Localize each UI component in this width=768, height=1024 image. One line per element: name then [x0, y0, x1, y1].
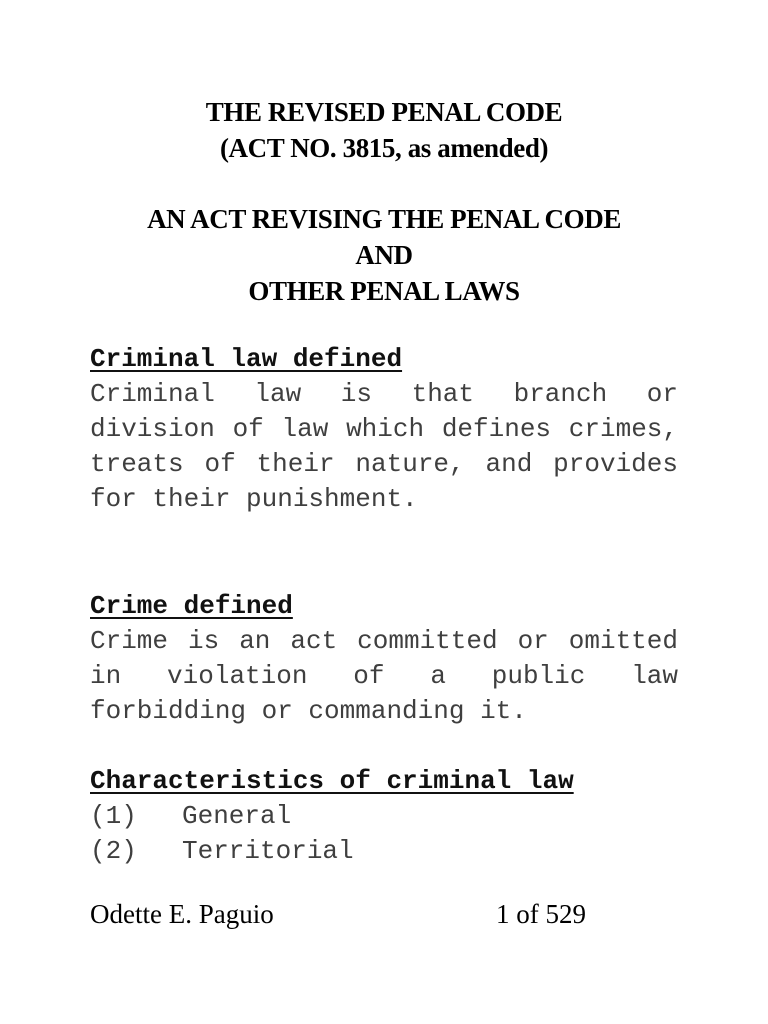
section-crime-defined: [90, 589, 678, 729]
list-item-number: (2): [90, 836, 137, 866]
list-item-number: (1): [90, 801, 137, 831]
section-body: Criminal law is that branch or division of law which defines crimes, treats of their nature, and provides for their punishment.: [90, 379, 678, 514]
title-subline: (ACT NO. 3815, as amended): [219, 133, 549, 163]
section-body: Crime is an act committed or omitted in violation of a public law forbidding or commanding it.: [90, 626, 678, 726]
list-item-text: Territorial: [182, 836, 354, 866]
section-heading: Characteristics of criminal law: [90, 766, 574, 796]
section-heading: Criminal law defined: [90, 344, 403, 374]
list-item: [90, 834, 678, 869]
list-item-text: General: [182, 801, 292, 831]
act-title-line: OTHER PENAL LAWS: [248, 276, 520, 306]
footer-page-number: 1 of 529: [496, 899, 586, 929]
footer-author: Odette E. Paguio: [90, 899, 274, 929]
document-title: [0, 94, 768, 166]
section-criminal-law-defined: [90, 342, 678, 517]
act-title-line: AN ACT REVISING THE PENAL CODE: [147, 204, 621, 234]
section-characteristics: [90, 764, 678, 869]
act-title: [0, 201, 768, 309]
list-item: [90, 799, 678, 834]
title-line: THE REVISED PENAL CODE: [205, 97, 563, 127]
section-heading: Crime defined: [90, 591, 293, 621]
act-title-line: AND: [355, 240, 413, 270]
